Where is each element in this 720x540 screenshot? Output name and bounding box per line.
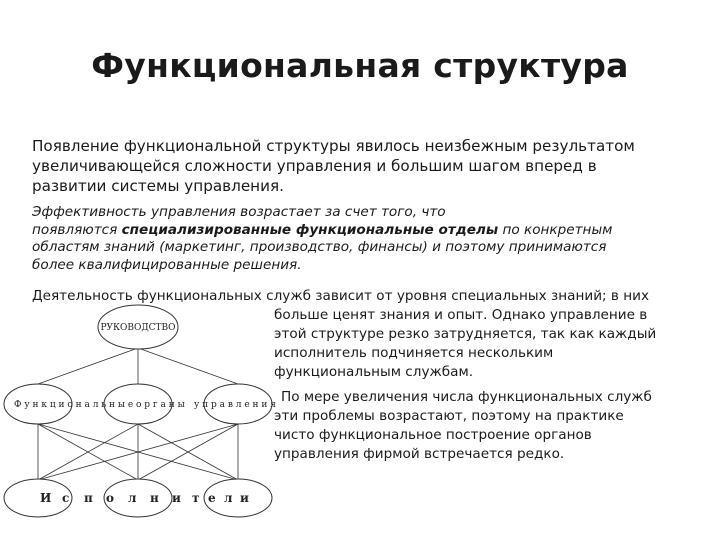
performer-letter: и	[172, 491, 181, 505]
text-line: увеличивающейся сложности управления и большим шагом вперед в	[32, 157, 597, 175]
text-line: По мере увеличения числа функциональных служб	[281, 389, 652, 405]
text-line: функциональным службам.	[274, 364, 474, 380]
text-line: эти проблемы возрастают, поэтому на практике	[274, 408, 624, 424]
text-line: Эффективность управления возрастает за счет того, что	[32, 204, 446, 220]
slide-title: Функциональная структура	[91, 46, 629, 85]
performer-letter: л	[128, 491, 137, 505]
text-segment: по конкретным	[498, 221, 613, 238]
performer-node	[104, 479, 172, 517]
performer-letter: т	[192, 491, 200, 505]
performer-letter: И	[40, 491, 52, 505]
performer-letter: л	[224, 491, 233, 505]
text-line: чисто функциональное построение органов	[274, 427, 592, 443]
paragraph-intro	[32, 136, 692, 196]
text-line: Деятельность функциональных служб зависит от уровня специальных знаний; в них	[32, 288, 650, 304]
paragraph-efficiency	[32, 204, 692, 274]
performer-letter: н	[150, 491, 159, 505]
management-label: РУКОВОДСТВО	[100, 323, 176, 333]
emphasis-text: специализированные функциональные отделы	[121, 221, 499, 238]
functional-label-part: у п р а в л е н и я	[194, 400, 276, 410]
text-line: исполнитель подчиняется нескольким	[274, 345, 554, 361]
text-line: Появление функциональной структуры явилось неизбежным результатом	[32, 137, 635, 155]
text-line: этой структуре резко затрудняется, так как каждый	[274, 326, 657, 342]
connector-line	[138, 348, 238, 384]
performer-letter: е	[208, 491, 216, 505]
performer-letter: и	[240, 491, 249, 505]
functional-label-part: Ф у н к ц и о н а л ь н ы е	[14, 400, 134, 410]
text-segment: появляются	[32, 221, 122, 238]
functional-label-part: о р г а н ы	[136, 400, 185, 410]
performer-letter: с	[62, 491, 70, 505]
text-line: областям знаний (маркетинг, производство, финансы) и поэтому принимаются	[32, 239, 607, 256]
performer-letter: п	[84, 491, 93, 505]
text-line: более квалифицированные решения.	[32, 256, 302, 273]
text-line	[32, 222, 692, 240]
text-line: управления фирмой встречается редко.	[274, 446, 565, 462]
performer-letter: о	[106, 491, 115, 505]
paragraph-problems	[274, 388, 694, 464]
text-line: больше ценят знания и опыт. Однако управление в	[274, 307, 648, 323]
text-line: развитии системы управления.	[32, 177, 284, 195]
structure-diagram	[0, 296, 280, 532]
connector-line	[38, 348, 138, 384]
paragraph-activity	[274, 306, 694, 382]
